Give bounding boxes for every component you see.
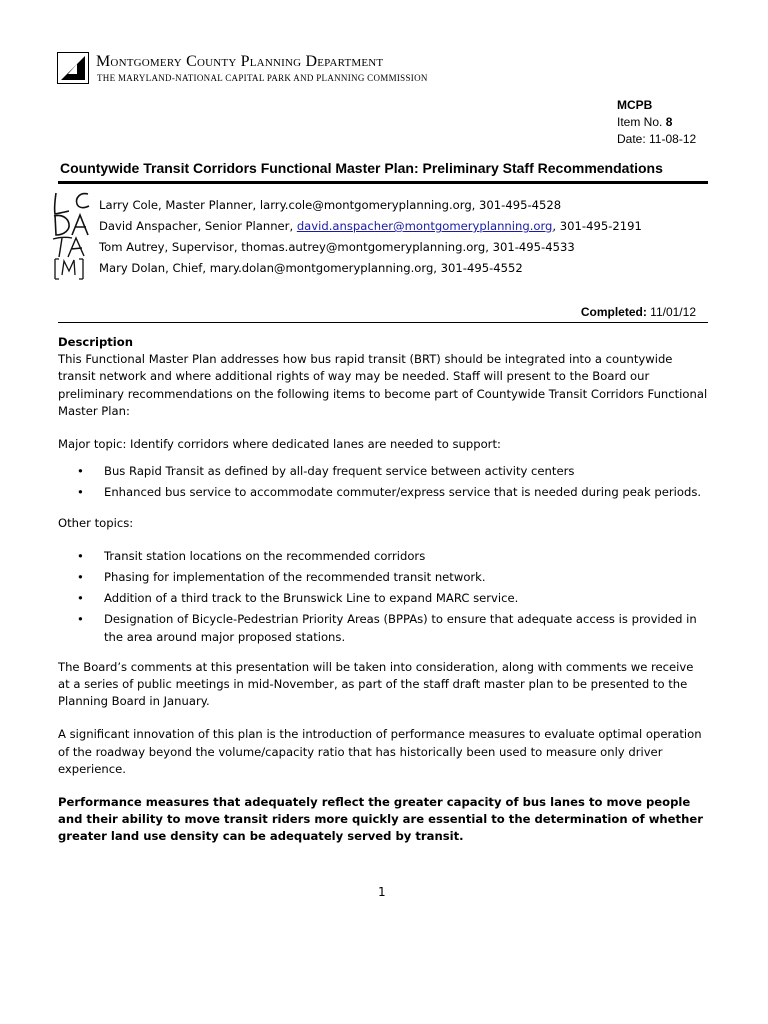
handwritten-initials-md <box>50 253 94 281</box>
meeting-meta <box>617 97 696 148</box>
item-number <box>617 114 696 131</box>
staff-row <box>50 217 710 238</box>
spacer <box>58 506 708 515</box>
staff-tom-autrey: Tom Autrey, Supervisor, thomas.autrey@montgomeryplanning.org, 301-495-4533 <box>99 240 575 254</box>
staff-david-anspacher <box>99 219 642 233</box>
staff-list <box>50 196 710 280</box>
completed-value: 11/01/12 <box>650 305 696 319</box>
completed-date <box>581 305 696 319</box>
david-email-link[interactable]: david.anspacher@montgomeryplanning.org <box>296 219 553 233</box>
description-heading: Description <box>58 335 133 349</box>
document-body <box>58 334 708 846</box>
other-topics-heading: Other topics: <box>58 515 134 530</box>
item-value: 8 <box>665 115 673 129</box>
performance-measures-paragraph: Performance measures that adequately reflect the greater capacity of bus lanes to move people and their ability to move transit riders more quickly are essential to the determination of whether greater land use density can be adequately served by transit. <box>58 795 703 844</box>
title-rule <box>58 181 708 184</box>
department-logo <box>57 52 89 84</box>
list-item: • Phasing for implementation of the recommended transit network. <box>58 569 708 586</box>
org-name: Montgomery County Planning Department <box>96 53 384 70</box>
staff-row <box>50 238 710 259</box>
list-item: • Enhanced bus service to accommodate commuter/express service that is needed during peak periods. <box>58 484 708 501</box>
list-item: • Designation of Bicycle-Pedestrian Priority Areas (BPPAs) to ensure that adequate access is provided in the area around major proposed stations. <box>58 611 708 645</box>
completed-label: Completed: <box>580 305 647 319</box>
staff-david-text: David Anspacher, Senior Planner, <box>99 219 297 233</box>
list-item: • Transit station locations on the recommended corridors <box>58 548 708 565</box>
spacer <box>58 778 708 794</box>
major-topic-list <box>58 463 708 501</box>
staff-row <box>50 196 710 217</box>
description-paragraph: This Functional Master Plan addresses how bus rapid transit (BRT) should be integrated into a countywide transit network and where additional rights of way may be needed. Staff will present to the Board our preliminary recommendations on the following items to become part of Countywide Transit Corridors Functional Master Plan: <box>58 352 708 418</box>
completed-rule <box>58 322 708 323</box>
other-topics-list <box>58 548 708 646</box>
spacer <box>58 420 708 436</box>
mcpb-label: MCPB <box>617 98 653 112</box>
document-title: Countywide Transit Corridors Functional Master Plan: Preliminary Staff Recommendations <box>60 160 663 176</box>
major-topic-heading: Major topic: Identify corridors where dedicated lanes are needed to support: <box>58 437 501 452</box>
spacer <box>58 532 708 548</box>
staff-row <box>50 259 710 280</box>
staff-david-phone: , 301-495-2191 <box>552 219 642 233</box>
spacer <box>58 650 708 659</box>
org-subtitle: THE MARYLAND-NATIONAL CAPITAL PARK AND PLANNING COMMISSION <box>97 73 428 83</box>
spacer <box>58 710 708 726</box>
list-item: • Addition of a third track to the Brunswick Line to expand MARC service. <box>58 590 708 607</box>
spacer <box>58 453 708 463</box>
meeting-date: Date: 11-08-12 <box>617 132 697 146</box>
staff-mary-dolan: Mary Dolan, Chief, mary.dolan@montgomeryplanning.org, 301-495-4552 <box>99 261 523 275</box>
board-comments-paragraph: The Board’s comments at this presentation will be taken into consideration, along with comments we receive at a series of public meetings in mid-November, as part of the staff draft master plan to be presented to the Planning Board in January. <box>58 659 694 709</box>
innovation-paragraph: A significant innovation of this plan is the introduction of performance measures to evaluate optimal operation of the roadway beyond the volume/capacity ratio that has historically been used to measure only driver experience. <box>58 727 702 776</box>
page-number: 1 <box>378 885 386 899</box>
staff-larry-cole: Larry Cole, Master Planner, larry.cole@montgomeryplanning.org, 301-495-4528 <box>99 198 562 212</box>
list-item: • Bus Rapid Transit as defined by all-day frequent service between activity centers <box>58 463 708 480</box>
item-label: Item No. <box>617 115 663 129</box>
